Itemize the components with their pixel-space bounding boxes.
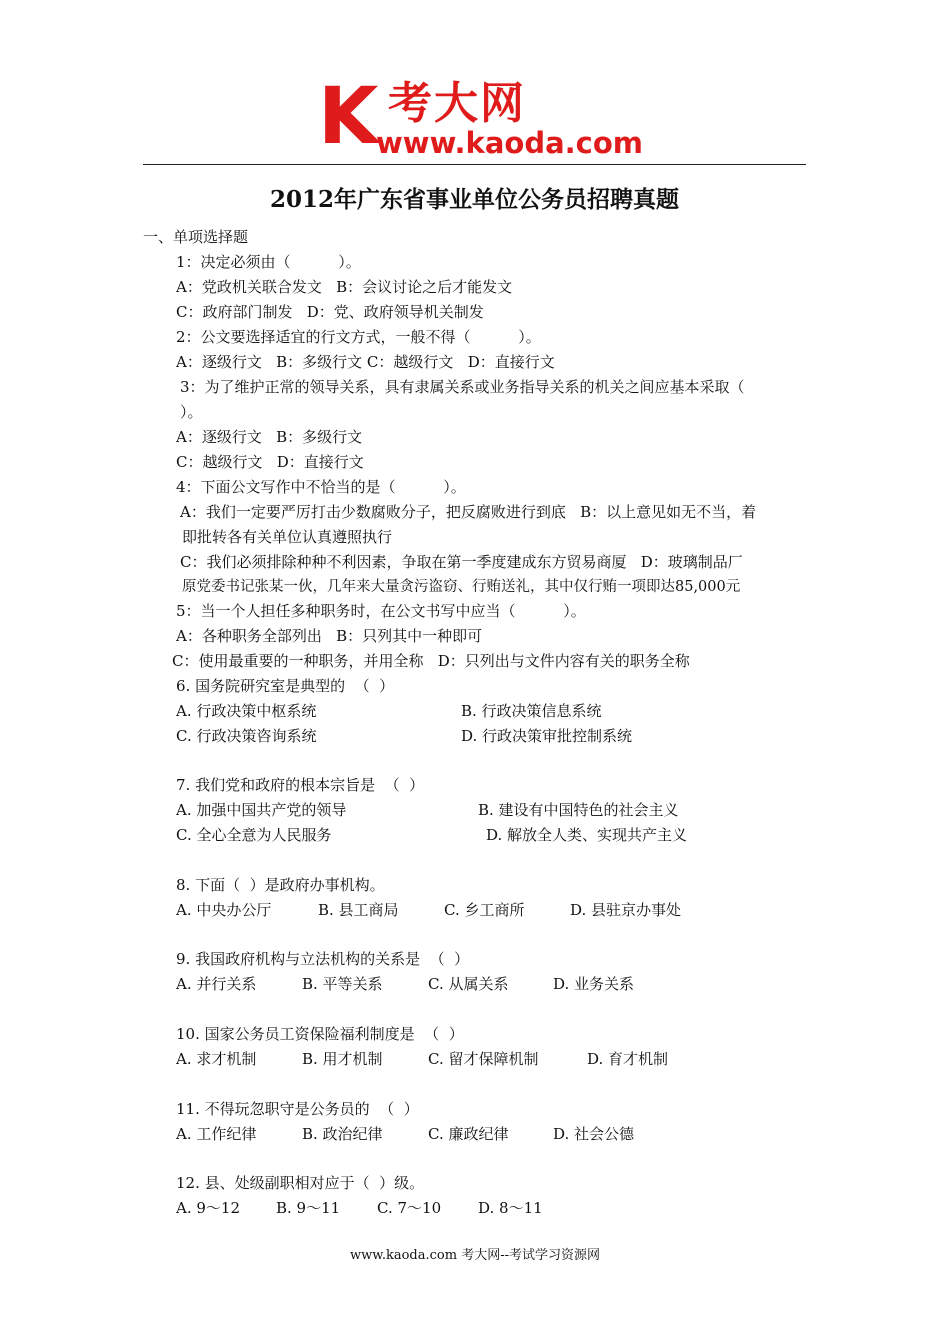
logo-url: www.kaoda.com <box>376 126 643 160</box>
question-6-option-b: B. 行政决策信息系统 <box>461 702 602 720</box>
question-9: 9. 我国政府机构与立法机构的关系是 （ ） <box>176 950 470 968</box>
question-7-option-c: C. 全心全意为人民服务 <box>176 826 332 844</box>
question-8-option-a: A. 中央办公厅 <box>176 901 272 919</box>
question-10-option-a: A. 求才机制 <box>176 1050 257 1068</box>
question-12-option-d: D. 8～11 <box>478 1199 543 1217</box>
question-7-option-a: A. 加强中国共产党的领导 <box>176 801 347 819</box>
question-5: 5：当一个人担任多种职务时，在公文书写中应当（ ）。 <box>176 602 586 620</box>
question-5-options-cd: C：使用最重要的一种职务，并用全称 D：只列出与文件内容有关的职务全称 <box>172 652 690 670</box>
question-11-option-c: C. 廉政纪律 <box>428 1125 509 1143</box>
page-footer: www.kaoda.com 考大网--考试学习资源网 <box>350 1248 600 1263</box>
question-7: 7. 我们党和政府的根本宗旨是 （ ） <box>176 776 425 794</box>
question-10-option-d: D. 育才机制 <box>587 1050 669 1068</box>
question-8-option-b: B. 县工商局 <box>318 901 399 919</box>
question-11: 11. 不得玩忽职守是公务员的 （ ） <box>176 1100 419 1118</box>
question-11-option-b: B. 政治纪律 <box>302 1125 383 1143</box>
question-7-option-d: D. 解放全人类、实现共产主义 <box>486 826 688 844</box>
question-12: 12. 县、处级副职相对应于（ ）级。 <box>176 1174 425 1192</box>
question-3-cont: ）。 <box>180 403 203 421</box>
logo-chinese-name: 考大网 <box>388 78 526 129</box>
question-8: 8. 下面（ ）是政府办事机构。 <box>176 876 385 894</box>
question-9-option-c: C. 从属关系 <box>428 975 509 993</box>
question-3: 3：为了维护正常的领导关系，具有隶属关系或业务指导关系的机关之间应基本采取（ <box>180 378 745 396</box>
question-12-option-c: C. 7～10 <box>377 1199 442 1217</box>
question-1: 1：决定必须由（ ）。 <box>176 253 361 271</box>
question-4-option-ab-cont: 即批转各有关单位认真遵照执行 <box>182 528 393 546</box>
question-6-option-c: C. 行政决策咨询系统 <box>176 727 317 745</box>
question-6-option-a: A. 行政决策中枢系统 <box>176 702 317 720</box>
question-5-options-ab: A：各种职务全部列出 B：只列其中一种即可 <box>176 627 483 645</box>
question-9-option-b: B. 平等关系 <box>302 975 383 993</box>
question-6: 6. 国务院研究室是典型的 （ ） <box>176 677 395 695</box>
question-6-option-d: D. 行政决策审批控制系统 <box>461 727 633 745</box>
question-2: 2：公文要选择适宜的行文方式，一般不得（ ）。 <box>176 328 541 346</box>
question-1-options-cd: C：政府部门制发 D：党、政府领导机关制发 <box>176 303 484 321</box>
question-12-option-b: B. 9～11 <box>276 1199 341 1217</box>
question-9-option-d: D. 业务关系 <box>553 975 635 993</box>
question-10-option-b: B. 用才机制 <box>302 1050 383 1068</box>
question-10: 10. 国家公务员工资保险福利制度是 （ ） <box>176 1025 464 1043</box>
question-7-option-b: B. 建设有中国特色的社会主义 <box>478 801 679 819</box>
question-10-option-c: C. 留才保障机制 <box>428 1050 539 1068</box>
question-11-option-d: D. 社会公德 <box>553 1125 635 1143</box>
header-divider <box>143 164 806 165</box>
document-title: 2012年广东省事业单位公务员招聘真题 <box>269 186 679 213</box>
question-8-option-c: C. 乡工商所 <box>444 901 525 919</box>
question-4-option-cd-cont: 原党委书记张某一伙，几年来大量贪污盗窃、行贿送礼，其中仅行贿一项即达85,000元 <box>182 579 741 595</box>
question-3-options-cd: C：越级行文 D：直接行文 <box>176 453 364 471</box>
question-9-option-a: A. 并行关系 <box>176 975 257 993</box>
question-2-options: A：逐级行文 B：多级行文 C：越级行文 D：直接行文 <box>176 353 555 371</box>
question-4: 4：下面公文写作中不恰当的是（ ）。 <box>176 478 466 496</box>
question-12-option-a: A. 9～12 <box>176 1199 240 1217</box>
section-heading: 一、单项选择题 <box>143 228 249 246</box>
question-3-options-ab: A：逐级行文 B：多级行文 <box>176 428 363 446</box>
kaoda-logo <box>318 72 648 162</box>
logo-k-mark: K <box>318 72 375 162</box>
question-11-option-a: A. 工作纪律 <box>176 1125 257 1143</box>
question-4-option-cd: C：我们必须排除种种不利因素，争取在第一季度建成东方贸易商厦 D：玻璃制品厂 <box>180 553 743 571</box>
question-8-option-d: D. 县驻京办事处 <box>570 901 682 919</box>
question-4-option-ab: A：我们一定要严厉打击少数腐败分子，把反腐败进行到底 B：以上意见如无不当，着 <box>180 503 757 521</box>
question-1-options-ab: A：党政机关联合发文 B：会议讨论之后才能发文 <box>176 278 513 296</box>
